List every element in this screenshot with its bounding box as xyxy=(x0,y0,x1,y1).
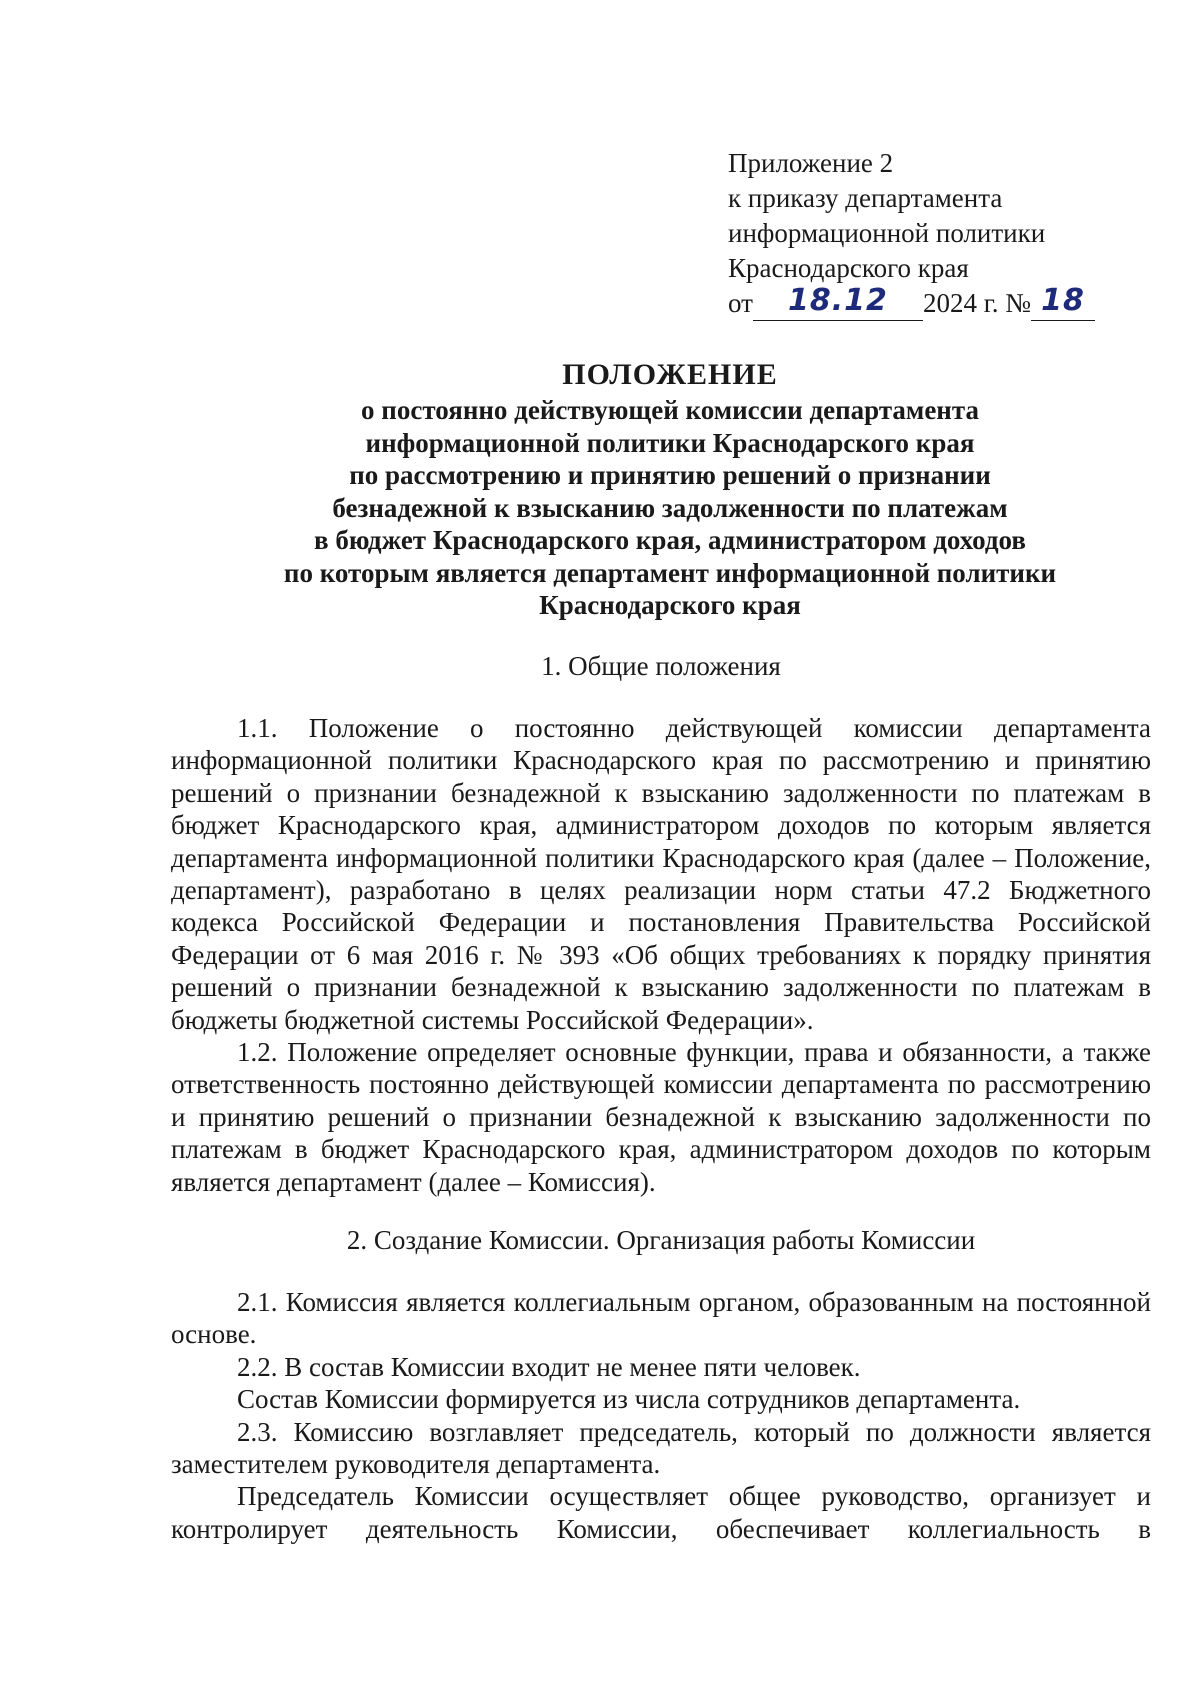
handwritten-date: 18.12 xyxy=(788,283,888,318)
title-line: по рассмотрению и принятию решений о признании xyxy=(349,460,991,490)
paragraph-2-1: 2.1. Комиссия является коллегиальным органом, образованным на постоянной основе. xyxy=(171,1287,1151,1350)
section-2-body xyxy=(171,1286,1151,1545)
handwritten-number: 18 xyxy=(1041,283,1085,318)
paragraph-2-3: 2.3. Комиссию возглавляет председатель, который по должности является заместителем руководителя департамента. xyxy=(171,1416,1151,1480)
paragraph-2-2: 2.2. В состав Комиссии входит не менее пяти человек. xyxy=(237,1351,861,1382)
paragraph-2-3-chairman: Председатель Комиссии осуществляет общее руководство, организует и контролирует деятельность Комиссии, обеспечивает коллегиальность в xyxy=(171,1481,1151,1544)
title-line: безнадежной к взысканию задолженности по платежам xyxy=(332,492,1008,523)
order-date-number-line xyxy=(728,283,1148,321)
document-title xyxy=(170,356,1170,622)
number-blank xyxy=(1031,283,1095,321)
section-1-heading: 1. Общие положения xyxy=(541,651,781,681)
title-line: по которым является департамент информационной политики xyxy=(283,557,1057,588)
title-line: о постоянно действующей комиссии департамента xyxy=(361,395,979,425)
title-line: информационной политики Краснодарского края xyxy=(365,427,975,458)
appendix-block xyxy=(728,146,1148,321)
appendix-line-4: Краснодарского края xyxy=(728,253,969,283)
paragraph-2-2-composition: Состав Комиссии формируется из числа сотрудников департамента. xyxy=(237,1384,1021,1415)
title-line: Краснодарского края xyxy=(539,590,801,620)
section-1-body xyxy=(171,712,1151,1198)
year-number-label: 2024 г. № xyxy=(922,288,1031,318)
paragraph-1-2: 1.2. Положение определяет основные функции, права и обязанности, а также ответственность постоянно действующей комиссии департамента по рассмотрению и принятию решений о признании безнадежной к взысканию задолженности по платежам в бюджет Краснодарского края, администратором доходов по которым является департамент (далее – Комиссия). xyxy=(171,1037,1151,1197)
from-label: от xyxy=(728,288,753,318)
appendix-line-3: информационной политики xyxy=(728,218,1046,248)
date-blank xyxy=(753,283,923,321)
title-main: ПОЛОЖЕНИЕ xyxy=(562,358,778,391)
title-line: в бюджет Краснодарского края, администратором доходов xyxy=(314,525,1026,555)
appendix-line-1: Приложение 2 xyxy=(728,148,894,178)
appendix-line-2: к приказу департамента xyxy=(728,183,1003,213)
section-2-heading: 2. Создание Комиссии. Организация работы Комиссии xyxy=(346,1225,976,1255)
paragraph-1-1: 1.1. Положение о постоянно действующей комиссии департамента информационной политики Краснодарского края по рассмотрению и принятию решений о признании безнадежной к взысканию задолженности по платежам в бюджет Краснодарского края, администратором доходов по которым является департамента информационной политики Краснодарского края (далее – Положение, департамент), разработано в целях реализации норм статьи 47.2 Бюджетного кодекса Российской Федерации и постановления Правительства Российской Федерации от 6 мая 2016 г. № 393 «Об общих требованиях к порядку принятия решений о признании безнадежной к взысканию задолженности по платежам в бюджеты бюджетной системы Российской Федерации». xyxy=(171,713,1151,1035)
